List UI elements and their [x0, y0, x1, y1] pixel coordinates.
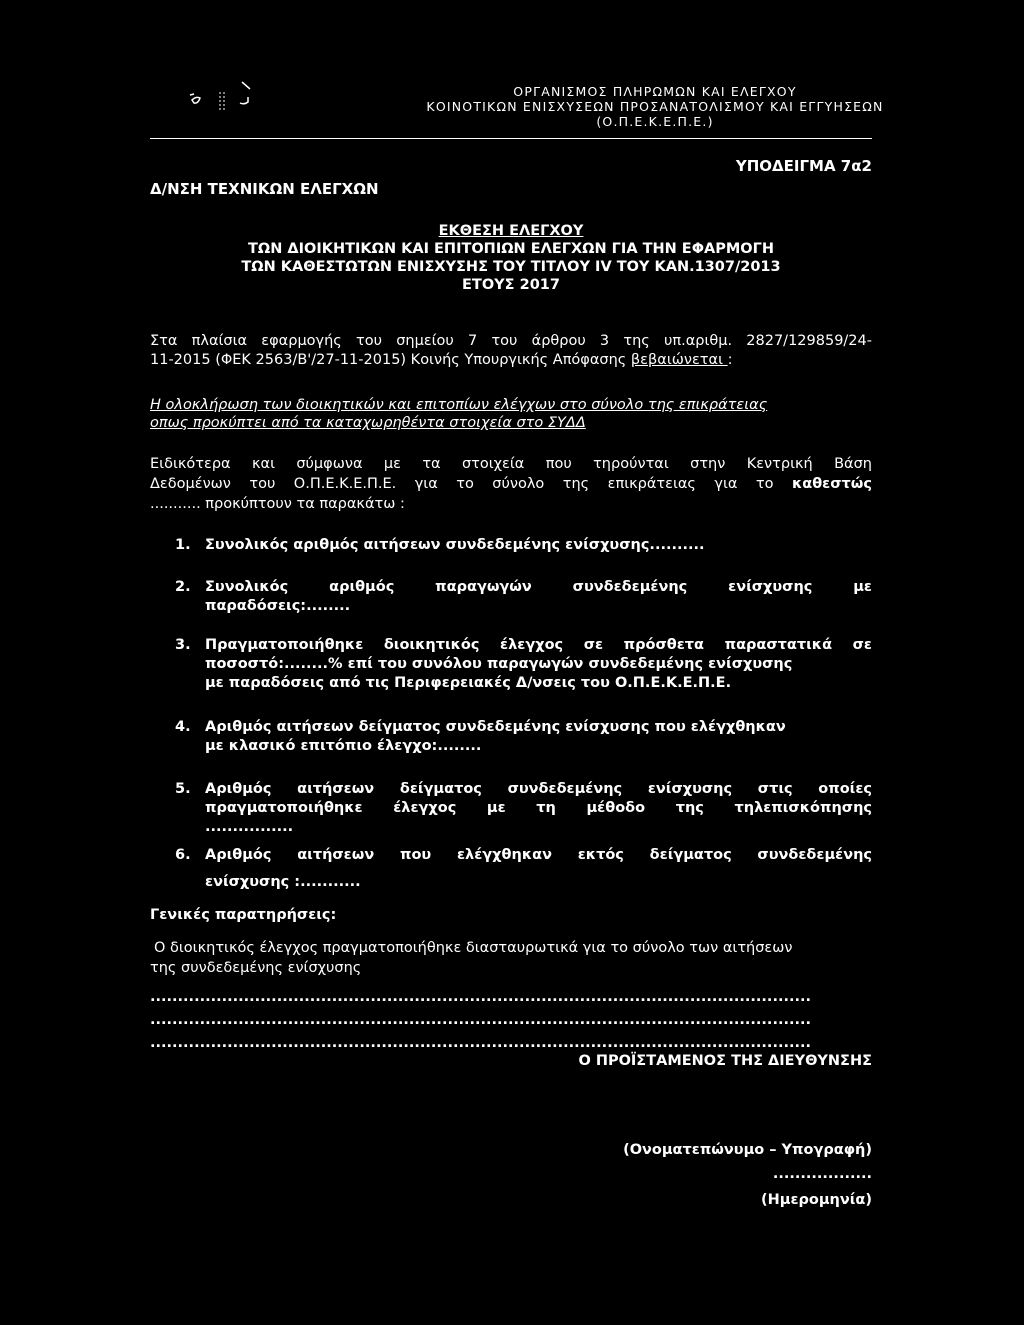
- item-number: 4.: [175, 719, 191, 735]
- intro-line-1: Στα πλαίσια εφαρμογής του σημείου 7 του άρθρου 3 της υπ.αριθμ. 2827/129859/24-: [150, 333, 872, 349]
- name-signature-label: (Ονοματεπώνυμο – Υπογραφή): [623, 1142, 872, 1158]
- sample-label: ΥΠΟΔΕΙΓΜΑ 7α2: [735, 157, 872, 175]
- remarks-heading: Γενικές παρατηρήσεις:: [150, 907, 337, 923]
- details-line-2-text: Δεδομένων του Ο.Π.Ε.Κ.Ε.Π.Ε. για το σύνολο της επικράτειας για το: [150, 476, 792, 492]
- item-number: 1.: [175, 537, 191, 553]
- organization-logo: [186, 78, 258, 122]
- list-item: [175, 718, 872, 758]
- dotted-line: ........................................................................................................................: [150, 1035, 811, 1051]
- item-line: με κλασικό επιτόπιο έλεγχο:........: [205, 738, 482, 754]
- details-line-3: ........... προκύπτουν τα παρακάτω :: [150, 496, 405, 512]
- item-line: Συνολικός αριθμός παραγωγών συνδεδεμένης ενίσχυσης με: [205, 579, 872, 595]
- item-line: Αριθμός αιτήσεων που ελέγχθηκαν εκτός δείγματος συνδεδεμένης: [205, 847, 872, 863]
- item-line: ενίσχυσης :...........: [205, 874, 361, 890]
- org-line-2: ΚΟΙΝΟΤΙΚΩΝ ΕΝΙΣΧΥΣΕΩΝ ΠΡΟΣΑΝΑΤΟΛΙΣΜΟΥ ΚΑΙ ΕΓΓΥΗΣΕΩΝ: [426, 99, 884, 114]
- remarks-line-1: Ο διοικητικός έλεγχος πραγματοποιήθηκε διασταυρωτικά για το σύνολο των αιτήσεων: [154, 940, 793, 956]
- intro-colon: :: [727, 352, 733, 368]
- item-line: με παραδόσεις από τις Περιφερειακές Δ/νσεις του Ο.Π.Ε.Κ.Ε.Π.Ε.: [205, 675, 732, 691]
- report-title-line-2: ΤΩΝ ΔΙΟΙΚΗΤΙΚΩΝ ΚΑΙ ΕΠΙΤΟΠΙΩΝ ΕΛΕΓΧΩΝ ΓΙΑ ΤΗΝ ΕΦΑΡΜΟΓΗ: [247, 241, 775, 257]
- item-line: πραγματοποιήθηκε έλεγχος με τη μέθοδο της τηλεπισκόπησης: [205, 800, 872, 816]
- intro-line-2: [150, 351, 872, 370]
- completion-statement: [150, 396, 872, 432]
- remarks-text: [150, 938, 872, 978]
- list-item: [175, 636, 872, 696]
- item-number: 2.: [175, 579, 191, 595]
- completion-line-2: οπως προκύπτει από τα καταχωρηθέντα στοιχεία στο ΣΥΔΔ: [150, 415, 586, 431]
- confirm-word: βεβαιώνεται: [630, 352, 728, 368]
- list-item: [175, 578, 872, 618]
- details-line-2: [150, 474, 872, 494]
- item-line: Πραγματοποιήθηκε διοικητικός έλεγχος σε πρόσθετα παραστατικά σε: [205, 637, 872, 653]
- org-line-1: ΟΡΓΑΝΙΣΜΟΣ ΠΛΗΡΩΜΩΝ ΚΑΙ ΕΛΕΓΧΟΥ: [513, 84, 797, 99]
- dotted-line: ........................................................................................................................: [150, 1012, 811, 1028]
- item-line: ................: [205, 819, 294, 835]
- list-item: [175, 780, 872, 840]
- item-number: 3.: [175, 637, 191, 653]
- organization-name: [400, 84, 910, 129]
- report-title-line-3: ΤΩΝ ΚΑΘΕΣΤΩΤΩΝ ΕΝΙΣΧΥΣΗΣ ΤΟΥ ΤΙΤΛΟΥ IV ΤΟΥ ΚΑΝ.1307/2013: [241, 259, 781, 275]
- org-line-3: (Ο.Π.Ε.Κ.Ε.Π.Ε.): [596, 114, 714, 129]
- item-line: Αριθμός αιτήσεων δείγματος συνδεδεμένης ενίσχυσης που ελέγχθηκαν: [205, 719, 786, 735]
- list-item: [175, 846, 872, 892]
- date-dots: ..................: [772, 1166, 872, 1182]
- item-line: παραδόσεις:........: [205, 598, 351, 614]
- report-title-year: ΕΤΟΥΣ 2017: [462, 277, 560, 293]
- intro-paragraph: [150, 332, 872, 370]
- header-divider: [150, 138, 872, 139]
- director-title: Ο ΠΡΟΪΣΤΑΜΕΝΟΣ ΤΗΣ ΔΙΕΥΘΥΝΣΗΣ: [578, 1053, 872, 1069]
- list-item: [175, 536, 872, 556]
- report-title: [150, 222, 872, 294]
- details-paragraph: [150, 454, 872, 514]
- item-line: Συνολικός αριθμός αιτήσεων συνδεδεμένης ενίσχυσης..........: [205, 537, 705, 553]
- dotted-line: ........................................................................................................................: [150, 989, 811, 1005]
- remarks-line-2: της συνδεδεμένης ενίσχυσης: [150, 960, 362, 976]
- item-line: Αριθμός αιτήσεων δείγματος συνδεδεμένης ενίσχυσης στις οποίες: [205, 781, 872, 797]
- details-line-1: Ειδικότερα και σύμφωνα με τα στοιχεία που τηρούνται στην Κεντρική Βάση: [150, 456, 872, 472]
- date-label: (Ημερομηνία): [761, 1192, 872, 1208]
- regime-word: καθεστώς: [791, 476, 872, 492]
- department-label: Δ/ΝΣΗ ΤΕΧΝΙΚΩΝ ΕΛΕΓΧΩΝ: [150, 180, 379, 198]
- item-number: 6.: [175, 847, 191, 863]
- remarks-dotted-lines: [150, 986, 872, 1055]
- item-number: 5.: [175, 781, 191, 797]
- intro-line-2-text: 11-2015 (ΦΕΚ 2563/Β'/27-11-2015) Κοινής Υπουργικής Απόφασης: [150, 352, 631, 368]
- item-line: ποσοστό:........% επί του συνόλου παραγωγών συνδεδεμένης ενίσχυσης: [205, 656, 793, 672]
- completion-line-1: Η ολοκλήρωση των διοικητικών και επιτοπίων ελέγχων στο σύνολο της επικράτειας: [150, 397, 768, 413]
- report-title-main: ΕΚΘΕΣΗ ΕΛΕΓΧΟΥ: [438, 223, 584, 239]
